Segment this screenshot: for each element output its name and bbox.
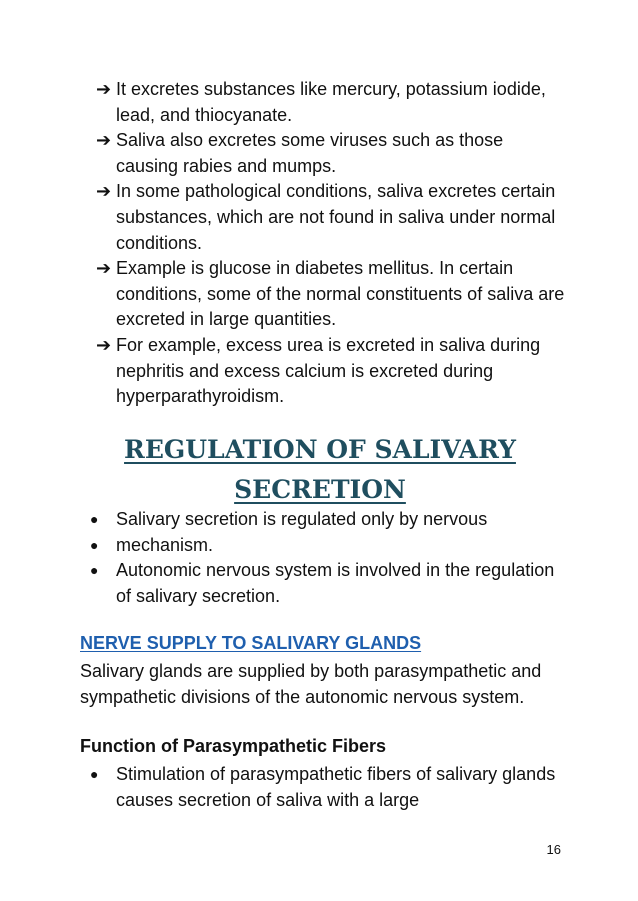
arrow-right-icon: ➔ — [96, 181, 112, 202]
arrow-item-text: It excretes substances like mercury, potassium iodide, lead, and thiocyanate. — [116, 79, 546, 125]
bullet-item-text: Autonomic nervous system is involved in the regulation of salivary secretion. — [116, 560, 555, 606]
arrow-list-item — [96, 256, 566, 333]
excretion-arrow-list — [96, 77, 566, 410]
bullet-item-text: Stimulation of parasympathetic fibers of salivary glands causes secretion of saliva with a large — [116, 764, 556, 810]
bullet-list-item — [80, 507, 560, 533]
arrow-list-item — [96, 333, 566, 410]
arrow-list-item — [96, 128, 566, 179]
arrow-item-text: For example, excess urea is excreted in saliva during nephritis and excess calcium is excreted during hyperparathyroidism. — [116, 334, 541, 407]
arrow-item-text: Example is glucose in diabetes mellitus. In certain conditions, some of the normal constituents of saliva are excreted in large quantities. — [116, 258, 565, 330]
page-number: 16 — [546, 842, 561, 857]
bullet-icon: ● — [90, 562, 99, 579]
parasympathetic-bullet-list — [80, 762, 560, 813]
arrow-right-icon: ➔ — [96, 130, 112, 151]
nerve-supply-heading: NERVE SUPPLY TO SALIVARY GLANDS — [80, 633, 422, 653]
bullet-icon: ● — [90, 511, 99, 527]
regulation-bullet-list — [80, 507, 560, 609]
arrow-item-text: Saliva also excretes some viruses such as those causing rabies and mumps. — [116, 130, 504, 176]
section-title-line-2: SECRETION — [234, 475, 406, 504]
arrow-list-item — [96, 77, 566, 128]
section-title-line-1: REGULATION OF SALIVARY — [124, 435, 516, 464]
bullet-list-item — [80, 558, 560, 609]
arrow-right-icon: ➔ — [96, 79, 112, 99]
bullet-list-item — [80, 762, 560, 813]
arrow-right-icon: ➔ — [96, 334, 112, 355]
nerve-supply-paragraph: Salivary glands are supplied by both parasympathetic and sympathetic divisions of the autonomic nervous system. — [80, 661, 542, 707]
bullet-list-item — [80, 533, 560, 559]
arrow-list-item — [96, 179, 566, 256]
bullet-icon: ● — [90, 536, 99, 553]
parasympathetic-heading: Function of Parasympathetic Fibers — [80, 736, 387, 756]
bullet-item-text: Salivary secretion is regulated only by nervous — [116, 509, 488, 529]
bullet-item-text: mechanism. — [116, 534, 214, 555]
section-title — [90, 430, 550, 510]
arrow-item-text: In some pathological conditions, saliva excretes certain substances, which are not found in saliva under normal conditions. — [116, 181, 556, 253]
arrow-right-icon: ➔ — [96, 258, 112, 279]
bullet-icon: ● — [90, 766, 99, 782]
